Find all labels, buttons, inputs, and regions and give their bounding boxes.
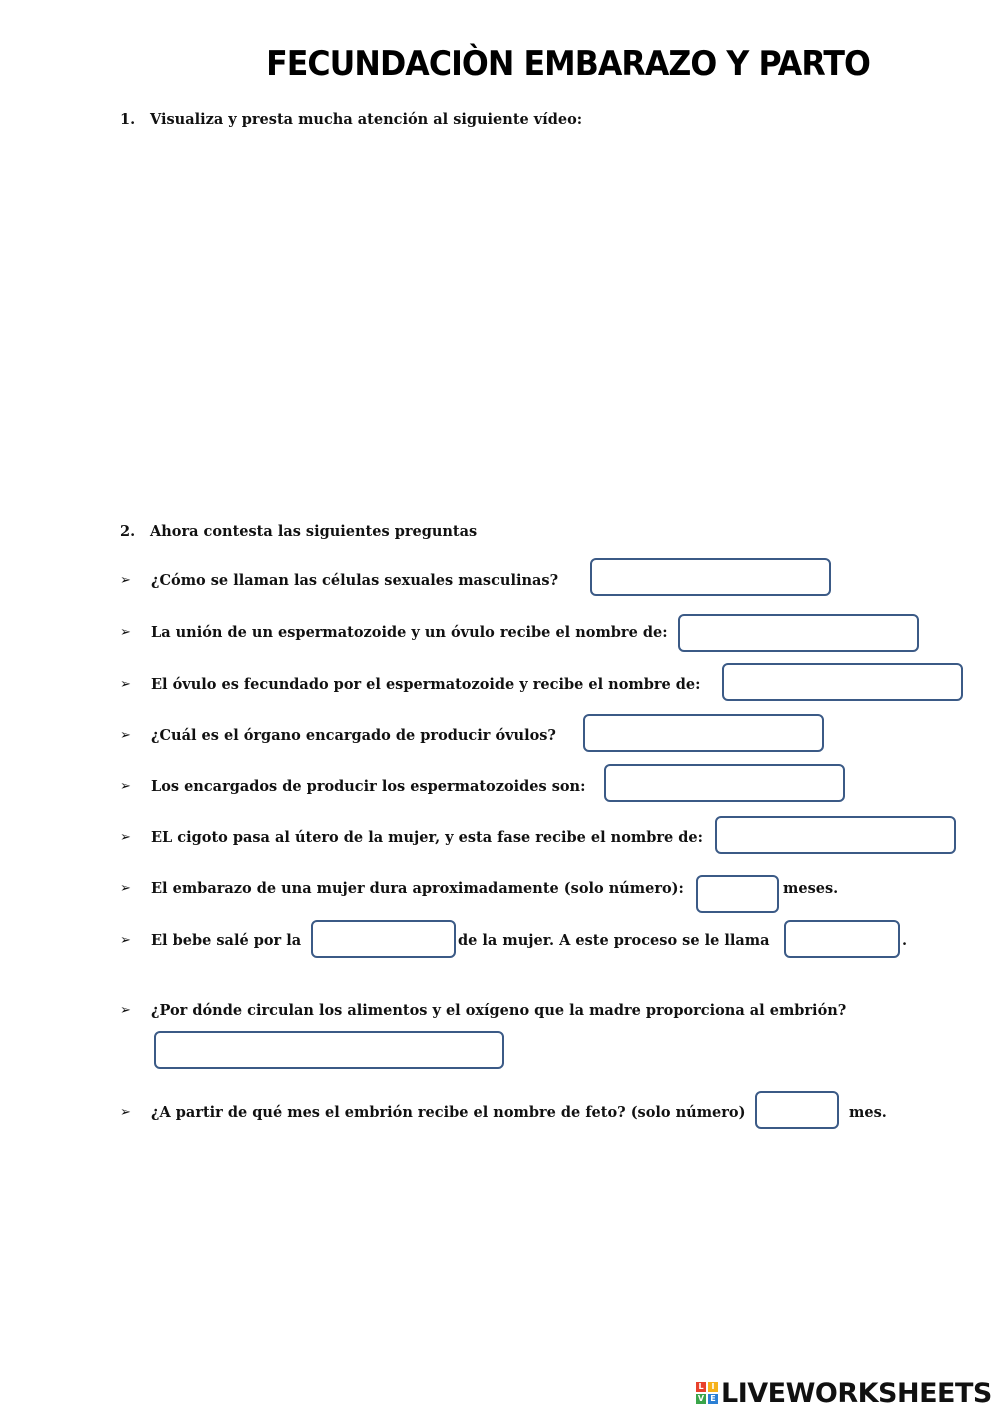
- section-2-number: 2.: [120, 523, 136, 540]
- question-6-text: EL cigoto pasa al útero de la mujer, y esta fase recibe el nombre de:: [151, 829, 703, 846]
- bullet-arrow-icon: ➢: [120, 625, 131, 640]
- answer-box-10[interactable]: [755, 1091, 839, 1129]
- question-8-text-b: de la mujer. A este proceso se le llama: [458, 932, 770, 949]
- bullet-arrow-icon: ➢: [120, 933, 131, 948]
- answer-box-1[interactable]: [590, 558, 831, 596]
- section-1-number: 1.: [120, 111, 136, 128]
- bullet-arrow-icon: ➢: [120, 728, 131, 743]
- question-10: [120, 1101, 1000, 1125]
- answer-box-9[interactable]: [154, 1031, 504, 1069]
- bullet-arrow-icon: ➢: [120, 830, 131, 845]
- section-1-text: Visualiza y presta mucha atención al siguiente vídeo:: [150, 111, 583, 128]
- question-3-text: El óvulo es fecundado por el espermatozoide y recibe el nombre de:: [151, 676, 701, 693]
- answer-box-8a[interactable]: [311, 920, 456, 958]
- answer-box-3[interactable]: [722, 663, 963, 701]
- question-9-text: ¿Por dónde circulan los alimentos y el oxígeno que la madre proporciona al embrión?: [151, 1002, 847, 1019]
- answer-box-5[interactable]: [604, 764, 845, 802]
- answer-box-6[interactable]: [715, 816, 956, 854]
- bullet-arrow-icon: ➢: [120, 1003, 131, 1018]
- question-5-text: Los encargados de producir los espermatozoides son:: [151, 778, 586, 795]
- logo-letter-l: L: [696, 1382, 706, 1392]
- liveworksheets-logo: [696, 1377, 992, 1409]
- section-1-heading: [120, 111, 582, 128]
- answer-box-8b[interactable]: [784, 920, 900, 958]
- answer-box-2[interactable]: [678, 614, 919, 652]
- question-4-text: ¿Cuál es el órgano encargado de producir óvulos?: [151, 727, 556, 744]
- answer-box-4[interactable]: [583, 714, 824, 752]
- answer-box-7[interactable]: [696, 875, 779, 913]
- bullet-arrow-icon: ➢: [120, 677, 131, 692]
- bullet-arrow-icon: ➢: [120, 573, 131, 588]
- bullet-arrow-icon: ➢: [120, 779, 131, 794]
- question-1-text: ¿Cómo se llaman las células sexuales masculinas?: [151, 572, 559, 589]
- question-7: [120, 877, 1000, 901]
- question-8-suffix: .: [902, 932, 908, 949]
- question-2-text: La unión de un espermatozoide y un óvulo recibe el nombre de:: [151, 624, 668, 641]
- live-grid-icon: [696, 1382, 718, 1404]
- logo-letter-i: I: [708, 1382, 718, 1392]
- page-title: FECUNDACIÒN EMBARAZO Y PARTO: [266, 44, 870, 84]
- bullet-arrow-icon: ➢: [120, 881, 131, 896]
- section-2-heading: [120, 523, 477, 540]
- question-7-text: El embarazo de una mujer dura aproximadamente (solo número):: [151, 880, 684, 897]
- logo-letter-e: E: [708, 1394, 718, 1404]
- bullet-arrow-icon: ➢: [120, 1105, 131, 1120]
- question-10-suffix: mes.: [849, 1104, 887, 1121]
- logo-letter-v: V: [697, 1394, 705, 1403]
- question-10-text: ¿A partir de qué mes el embrión recibe el nombre de feto? (solo número): [151, 1104, 746, 1121]
- section-2-text: Ahora contesta las siguientes preguntas: [150, 523, 478, 540]
- question-8-text-a: El bebe salé por la: [151, 932, 302, 949]
- brand-name: LIVEWORKSHEETS: [721, 1377, 992, 1409]
- question-7-suffix: meses.: [783, 880, 839, 897]
